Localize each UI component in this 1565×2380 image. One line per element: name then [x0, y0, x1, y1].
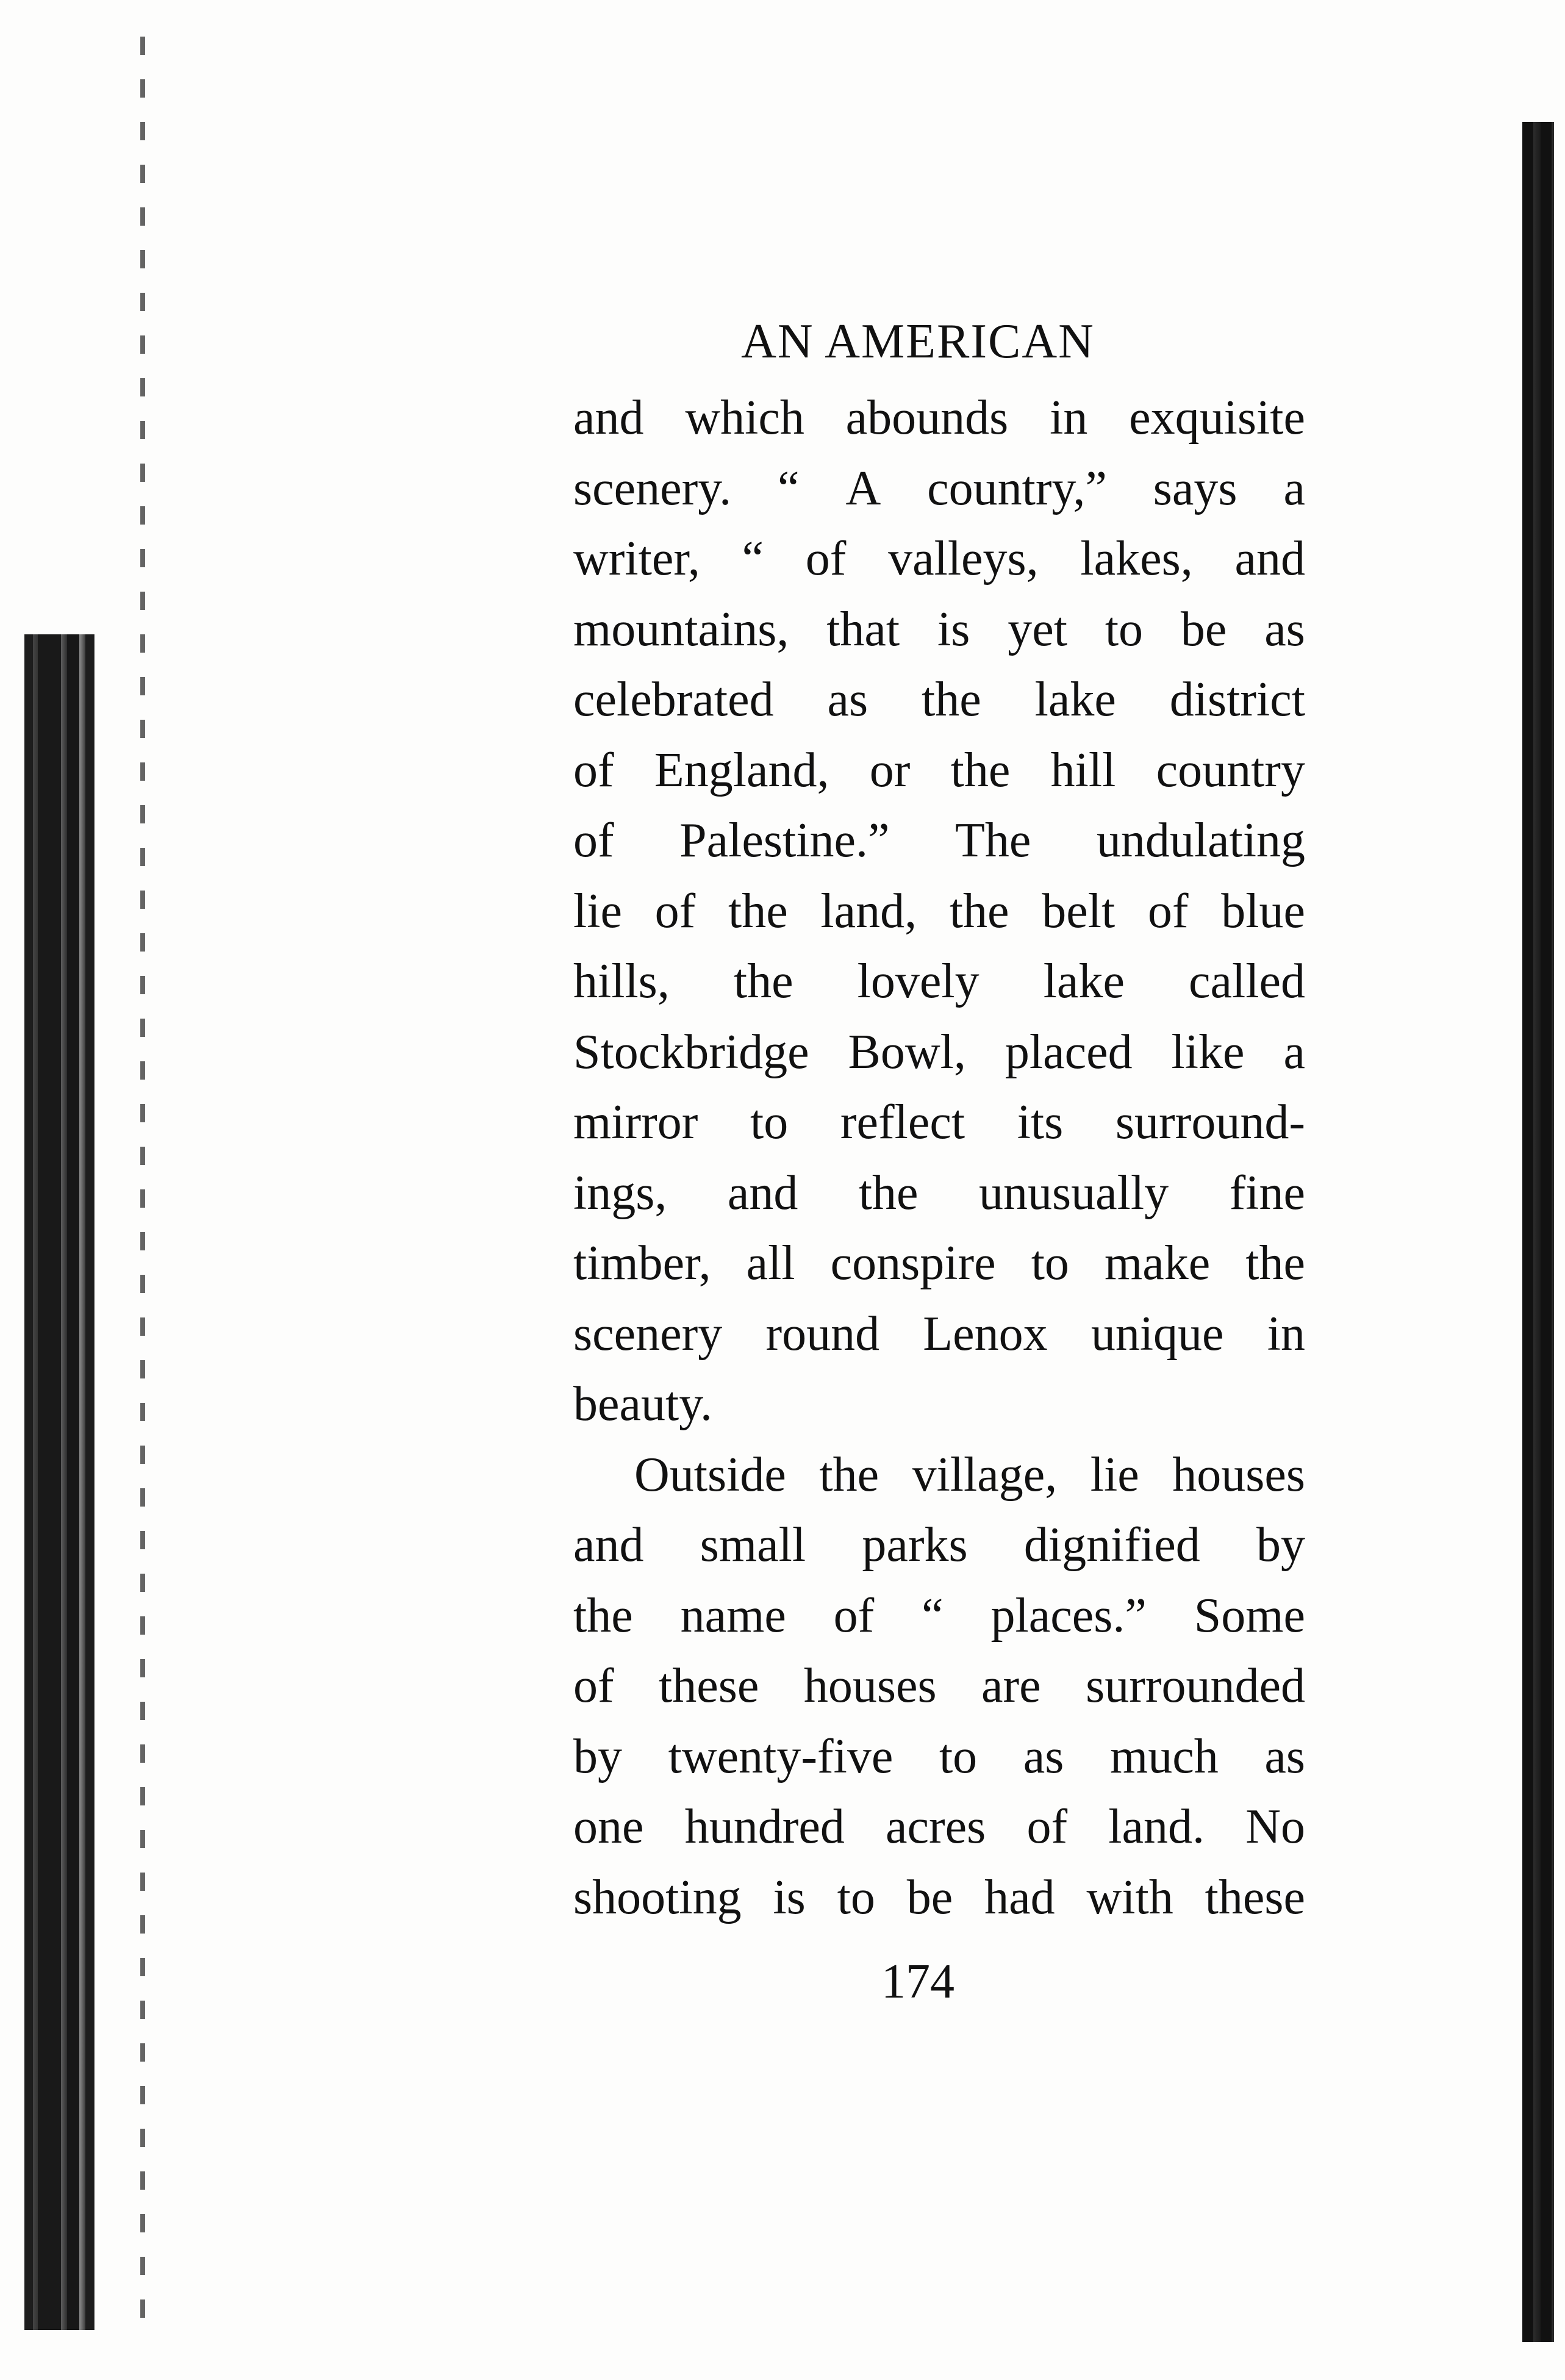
text-block: [573, 305, 1317, 2018]
word: “: [922, 1588, 944, 1643]
word: twenty-five: [668, 1729, 894, 1783]
text-line: [573, 736, 1305, 806]
word: the: [733, 955, 793, 1008]
word: in: [1050, 391, 1088, 445]
word: of: [573, 814, 614, 867]
word: hills,: [573, 955, 670, 1008]
word: to: [750, 1095, 789, 1149]
word: a: [1283, 461, 1305, 515]
word: exquisite: [1129, 391, 1305, 445]
word: reflect: [840, 1095, 965, 1149]
text-line: [573, 595, 1305, 665]
word: houses: [803, 1659, 937, 1713]
word: the: [922, 673, 981, 726]
word: belt: [1042, 884, 1116, 938]
word: be: [1180, 602, 1227, 656]
word: the: [858, 1166, 919, 1220]
word: surround-: [1115, 1095, 1305, 1149]
word: district: [1169, 673, 1305, 726]
word: by: [1256, 1518, 1305, 1572]
body-text: [573, 383, 1317, 1933]
word: its: [1017, 1095, 1064, 1149]
word: the: [573, 1588, 633, 1643]
text-line: [573, 1088, 1305, 1158]
word: country,”: [927, 461, 1107, 515]
word: lake: [1043, 955, 1125, 1008]
text-line: [573, 383, 1305, 454]
word: the: [819, 1447, 879, 1502]
text-line: [573, 1299, 1305, 1370]
word: hundred: [684, 1800, 845, 1854]
word: England,: [654, 743, 829, 797]
word: in: [1267, 1306, 1305, 1361]
word: places.”: [990, 1588, 1147, 1643]
word: land,: [820, 884, 917, 938]
word: name: [680, 1588, 786, 1643]
word: and: [573, 391, 644, 445]
word: land.: [1108, 1800, 1205, 1854]
word: to: [939, 1729, 978, 1783]
word: of: [573, 1659, 614, 1713]
text-line: [573, 1651, 1305, 1722]
word: valleys,: [888, 532, 1039, 586]
word: scenery: [573, 1306, 723, 1361]
word: of: [805, 532, 847, 586]
text-line: beauty.: [573, 1377, 713, 1431]
text-line: [573, 806, 1305, 876]
word: as: [1023, 1729, 1064, 1783]
binding-edge-left: [24, 634, 95, 2330]
word: that: [826, 602, 900, 656]
word: says: [1153, 461, 1237, 515]
word: ings,: [573, 1166, 667, 1220]
word: with: [1086, 1870, 1173, 1924]
word: lake: [1034, 673, 1116, 726]
word: hill: [1050, 743, 1116, 797]
running-head: AN AMERICAN: [741, 315, 1095, 368]
word: of: [833, 1588, 875, 1643]
word: called: [1189, 955, 1305, 1008]
word: Lenox: [923, 1306, 1048, 1361]
word: is: [773, 1870, 806, 1924]
word: of: [1026, 1800, 1068, 1854]
word: the: [949, 884, 1009, 938]
text-line: [573, 1792, 1305, 1863]
word: make: [1104, 1236, 1211, 1290]
word: by: [573, 1729, 622, 1783]
word: are: [981, 1659, 1041, 1713]
word: timber,: [573, 1236, 711, 1290]
word: abounds: [845, 391, 1009, 445]
text-line: [573, 524, 1305, 595]
word: “: [742, 532, 764, 586]
word: of: [654, 884, 696, 938]
word: to: [1105, 602, 1144, 656]
word: scenery.: [573, 461, 732, 515]
word: small: [700, 1518, 806, 1572]
word: or: [869, 743, 911, 797]
word: had: [984, 1870, 1055, 1924]
word: of: [1147, 884, 1189, 938]
text-line: [573, 1722, 1305, 1793]
word: The: [954, 814, 1031, 867]
word: these: [659, 1659, 759, 1713]
word: yet: [1008, 602, 1067, 656]
word: and: [573, 1518, 644, 1572]
word: Bowl,: [848, 1025, 966, 1079]
word: to: [1031, 1236, 1069, 1290]
page-edge-right: [1522, 122, 1554, 2342]
text-line: [573, 1510, 1305, 1581]
word: lovely: [857, 955, 979, 1008]
word: lie: [573, 884, 622, 938]
word: acres: [886, 1800, 986, 1854]
word: mirror: [573, 1095, 698, 1149]
word: lakes,: [1080, 532, 1193, 586]
word: dignified: [1023, 1518, 1200, 1572]
word: as: [1264, 602, 1305, 656]
word: placed: [1005, 1025, 1133, 1079]
word: mountains,: [573, 602, 789, 656]
text-line: [573, 1863, 1305, 1934]
text-line: [573, 1440, 1305, 1511]
word: Some: [1194, 1588, 1305, 1643]
word: surrounded: [1086, 1659, 1305, 1713]
text-line: [573, 1017, 1305, 1088]
word: houses: [1172, 1447, 1305, 1502]
word: the: [950, 743, 1011, 797]
word: the: [728, 884, 788, 938]
word: much: [1110, 1729, 1219, 1783]
word: one: [573, 1800, 644, 1854]
word: unusually: [979, 1166, 1169, 1220]
word: Outside: [634, 1447, 786, 1502]
binding-edge-left-thin: [140, 37, 145, 2330]
word: parks: [862, 1518, 968, 1572]
word: and: [727, 1166, 798, 1220]
word: blue: [1221, 884, 1305, 938]
word: conspire: [830, 1236, 996, 1290]
text-line: [573, 1581, 1305, 1652]
word: celebrated: [573, 673, 774, 726]
text-line: [573, 876, 1305, 947]
word: lie: [1090, 1447, 1139, 1502]
word: like: [1171, 1025, 1245, 1079]
word: unique: [1090, 1306, 1224, 1361]
text-line: [573, 947, 1305, 1017]
word: writer,: [573, 532, 700, 586]
word: the: [1245, 1236, 1305, 1290]
word: to: [837, 1870, 875, 1924]
word: A: [845, 461, 881, 515]
word: round: [765, 1306, 880, 1361]
word: of: [573, 743, 614, 797]
word: No: [1245, 1800, 1305, 1854]
page-number: 174: [881, 1955, 954, 2009]
word: as: [1264, 1729, 1305, 1783]
word: a: [1283, 1025, 1305, 1079]
word: Stockbridge: [573, 1025, 809, 1079]
text-line: [573, 1158, 1305, 1229]
word: fine: [1229, 1166, 1305, 1220]
word: country: [1156, 743, 1305, 797]
word: which: [685, 391, 804, 445]
word: undulating: [1096, 814, 1305, 867]
text-line: [573, 1228, 1305, 1299]
word: shooting: [573, 1870, 742, 1924]
word: as: [827, 673, 868, 726]
word: these: [1205, 1870, 1305, 1924]
word: “: [778, 461, 800, 515]
word: and: [1234, 532, 1305, 586]
text-line: [573, 665, 1305, 736]
word: be: [906, 1870, 953, 1924]
word: Palestine.”: [679, 814, 890, 867]
word: all: [746, 1236, 795, 1290]
text-line: [573, 454, 1305, 525]
word: village,: [912, 1447, 1058, 1502]
word: is: [937, 602, 970, 656]
